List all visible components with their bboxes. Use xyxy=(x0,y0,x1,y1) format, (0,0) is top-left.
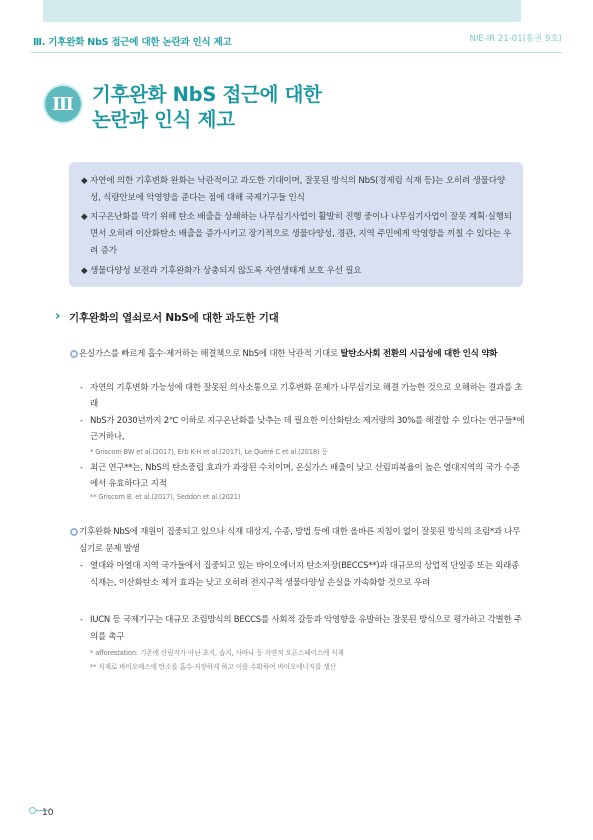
sub-item xyxy=(80,460,526,492)
footnote: * Griscom BW et al.(2017), Erb K-H et al.(2017), Le Quéré C et al.(2018) 등 xyxy=(90,448,328,456)
sub-item xyxy=(80,413,526,445)
ring-bullet-icon xyxy=(70,350,78,358)
paragraph-1 xyxy=(70,346,526,363)
sub-item xyxy=(80,380,526,412)
diamond-bullet-icon: ◆ xyxy=(81,176,88,186)
sub-item-text: IUCN 등 국제기구는 대규모 조림방식의 BECCS를 사회적 갈등과 악영향을 유발하는 잘못된 방식으로 평가하고 각별한 주의를 촉구 xyxy=(90,615,522,642)
summary-item-text: 생물다양성 보전과 기후완화가 상충되지 않도록 자연생태계 보호 우선 필요 xyxy=(90,266,362,276)
footer-dot xyxy=(29,807,36,814)
summary-item xyxy=(81,209,515,260)
header-band xyxy=(43,0,521,22)
footnote: * afforestation: 기존에 산림지가 아닌 초지, 습지, 사바나 등 자연적 오픈스페이스에 식재 xyxy=(90,649,344,657)
dash-bullet: - xyxy=(80,615,83,625)
summary-item-text: 자연에 의한 기후변화 완화는 낙관적이고 과도한 기대이며, 잘못된 방식의 NbS(경제림 식재 등)는 오히려 생물다양성, 식량안보에 악영향을 준다는 점에 대해 국제기구들 인식 xyxy=(90,176,505,203)
sub-item-text: 자연의 기후변화 가능성에 대한 잘못된 의사소통으로 기후변화 문제가 나무심기로 해결 가능한 것으로 오해하는 결과를 초래 xyxy=(90,383,523,409)
footnote: ** 식재로 바이오매스에 탄소를 흡수·저장하게 하고 이를 수확하여 바이오에너지를 생산 xyxy=(90,663,336,671)
chapter-title-line1: 기후완화 NbS 접근에 대한 xyxy=(92,83,322,106)
diamond-bullet-icon: ◆ xyxy=(81,212,88,222)
chevron-right-icon: › xyxy=(55,309,61,324)
sub-item-text: 열대와 아열대 지역 국가들에서 집중되고 있는 바이오에너지 탄소저장(BECCS**)과 대규모의 상업적 단일종 또는 외래종 식재는, 이산화탄소 제거 효과는 낮고 오히려 전지구적 생물다양성 손실을 가속화할 것으로 우려 xyxy=(90,561,520,588)
paragraph-2 xyxy=(70,524,526,558)
chapter-number-badge: Ⅲ xyxy=(45,86,81,122)
dash-bullet: - xyxy=(80,416,83,426)
sub-item-text: 최근 연구**는, NbS의 탄소중립 효과가 과장된 수치이며, 온실가스 배출이 낮고 산림피복율이 높은 열대지역의 국가 수준에서 유효하다고 지적 xyxy=(90,463,520,489)
section-heading: 기후완화의 열쇠로서 NbS에 대한 과도한 기대 xyxy=(69,312,279,324)
paragraph-1-text: 온실가스를 빠르게 흡수·제거하는 해결책으로 NbS에 대한 낙관적 기대로 xyxy=(79,349,341,359)
header-divider xyxy=(31,52,562,53)
dash-bullet: - xyxy=(80,383,83,393)
running-header-section: Ⅲ. 기후완화 NbS 접근에 대한 논란과 인식 제고 xyxy=(33,37,232,48)
summary-box xyxy=(69,162,523,287)
summary-item xyxy=(81,173,515,207)
summary-item xyxy=(81,263,515,280)
sub-item xyxy=(80,558,526,592)
sub-item xyxy=(80,612,526,646)
ring-bullet-icon xyxy=(70,528,78,536)
footnote: ** Griscom B. et al.(2017), Seddon et al.(2021) xyxy=(90,493,241,501)
page-number: 10 xyxy=(42,808,54,818)
chapter-title xyxy=(92,82,322,132)
paragraph-1-emphasis: 탈탄소사회 전환의 시급성에 대한 인식 약화 xyxy=(340,349,498,359)
running-header-report-id: NIE-IR 21-01(통권 9호) xyxy=(469,34,562,44)
diamond-bullet-icon: ◆ xyxy=(81,266,88,276)
summary-item-text: 지구온난화를 막기 위해 탄소 배출을 상쇄하는 나무심기사업이 활발히 진행 중이나 나무심기사업이 잘못 계획·실행되면서 오히려 이산화탄소 배출을 증가시키고 장기적으로 생물다양성, 경관, 지역 주민에게 악영향을 끼칠 수 있다는 우려 증가 xyxy=(90,212,512,256)
sub-item-text: NbS가 2030년까지 2℃ 이하로 지구온난화를 낮추는 데 필요한 이산화탄소 제거량의 30%를 해결할 수 있다는 연구들*에 근거하나, xyxy=(90,416,525,442)
paragraph-2-text: 기후완화 NbS에 재원이 집중되고 있으나 식재 대상지, 수종, 방법 등에 대한 올바른 지침이 없이 잘못된 방식의 조림*과 나무심기로 문제 발생 xyxy=(79,527,521,554)
chapter-title-line2: 논란과 인식 제고 xyxy=(92,108,235,131)
dash-bullet: - xyxy=(80,463,83,473)
dash-bullet: - xyxy=(80,561,83,571)
